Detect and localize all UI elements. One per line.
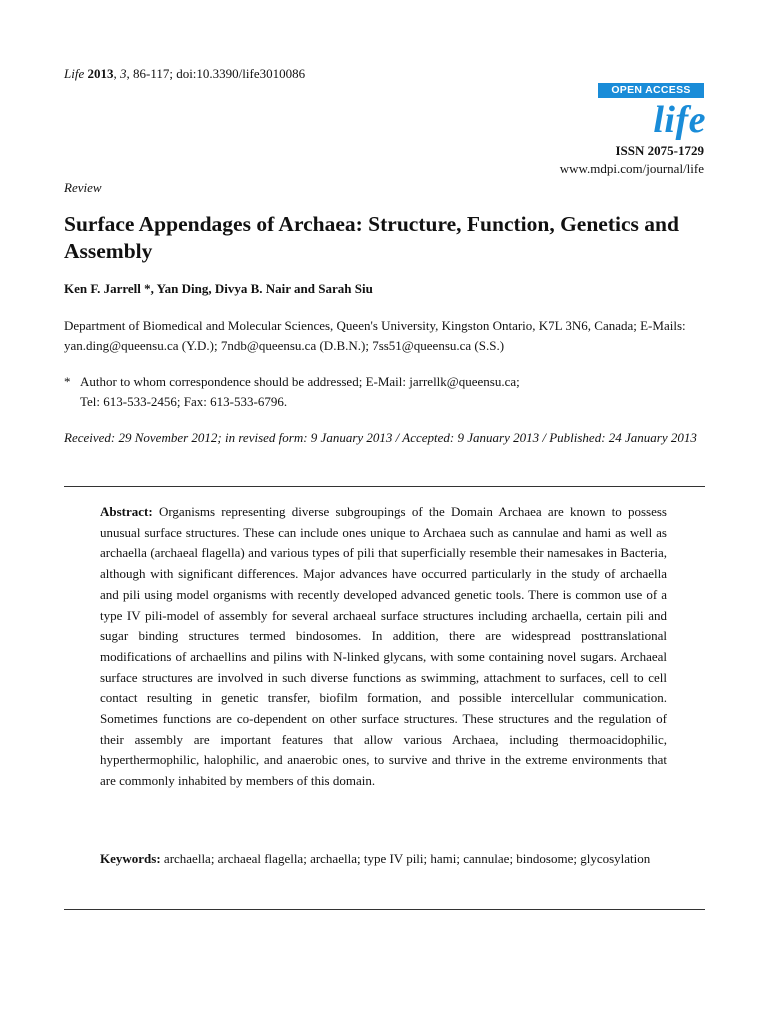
authors: Ken F. Jarrell *, Yan Ding, Divya B. Nair and Sarah Siu [64, 281, 373, 296]
journal-logo: life [653, 99, 706, 141]
affiliation: Department of Biomedical and Molecular Sciences, Queen's University, Kingston Ontario, K7L 3N6, Canada; E-Mails: yan.ding@queensu.ca (Y.D.); 7ndb@queensu.ca (D.B.N.); 7ss51@queensu.ca (S.S.) [64, 318, 686, 353]
open-access-badge: OPEN ACCESS [598, 83, 704, 98]
article-type: Review [64, 180, 102, 195]
keywords-label: Keywords: [100, 851, 161, 866]
journal-url[interactable]: www.mdpi.com/journal/life [559, 161, 704, 176]
abstract-label: Abstract: [100, 504, 153, 519]
publication-dates: Received: 29 November 2012; in revised form: 9 January 2013 / Accepted: 9 January 2013 / Published: 24 January 2013 [64, 430, 697, 445]
article-title: Surface Appendages of Archaea: Structure, Function, Genetics and Assembly [64, 212, 679, 263]
top-divider [64, 486, 705, 487]
corr-email-line: Author to whom correspondence should be addressed; E-Mail: jarrellk@queensu.ca; [80, 374, 520, 389]
citation-line: Life 2013, 3, 86-117; doi:10.3390/life3010086 [64, 66, 306, 81]
abstract [100, 502, 667, 792]
citation-volume: 3 [119, 66, 127, 81]
keywords [100, 849, 667, 870]
corr-phone-line: Tel: 613-533-2456; Fax: 613-533-6796. [80, 394, 288, 409]
abstract-text: Organisms representing diverse subgroupings of the Domain Archaea are known to possess unusual surface structures. These can include ones unique to Archaea such as cannulae and hami as well as archaella (archaeal flagella) and various types of pili that superficially resemble their namesakes in Bacteria, although with significant differences. Major advances have occurred particularly in the study of archaella and pili using model organisms with recently developed advanced genetic tools. There is common use of a type IV pili-model of assembly for several archaeal surface structures including archaella, certain pili and sugar binding structures termed bindosomes. In addition, there are widespread posttranslational modifications of archaellins and pilins with N-linked glycans, with some containing novel sugars. Archaeal surface structures are involved in such diverse functions as swimming, attachment to surfaces, cell to cell contact resulting in genetic transfer, biofilm formation, and possible intercellular communication. Sometimes functions are co-dependent on other surface structures. These structures and the regulation of their assembly are important features that allow various Archaea, including thermoacidophilic, hyperthermophilic, halophilic, and anaerobic ones, to survive and thrive in the extreme environments that are commonly inhabited by members of this domain. [100, 504, 667, 789]
correspondence [64, 372, 704, 412]
bottom-divider [64, 909, 705, 910]
citation-journal: Life [64, 66, 85, 81]
corr-star: * [64, 374, 71, 389]
citation-rest: , 86-117; doi:10.3390/life3010086 [126, 66, 306, 81]
citation-year: 2013 [87, 66, 114, 81]
keywords-text: archaella; archaeal flagella; archaella; type IV pili; hami; cannulae; bindosome; glycosylation [163, 851, 651, 866]
issn: ISSN 2075-1729 [615, 143, 704, 158]
